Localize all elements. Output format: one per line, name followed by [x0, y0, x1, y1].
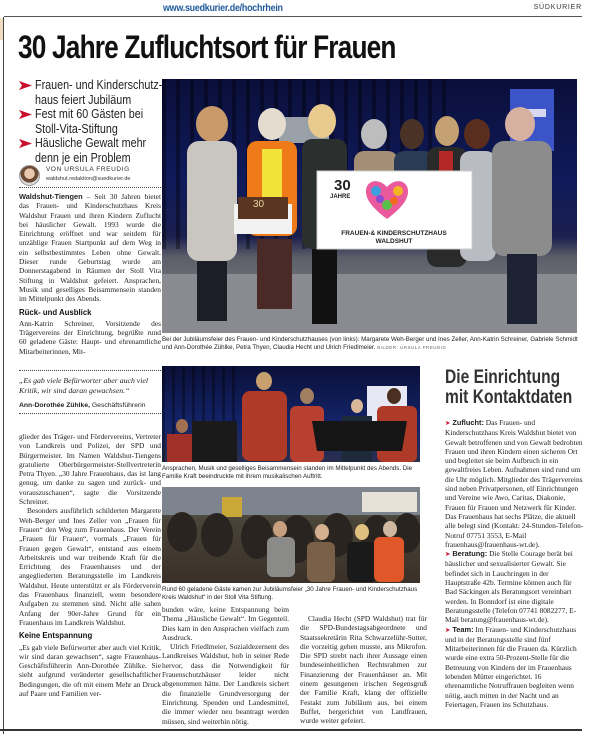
paragraph: Claudia Hecht (SPD Waldshut) trat für die SPD-Bundestagsabgeordnete und Staatssekretärin Rita Schwarzelühr-Sutter, die vorzeitig gehen musste, ans Mikrofon. Die SPD strebt nach ihrer Aussage einen bundeseinheitlichen Rechtsrahmen zur Finanzierung der Frauenhäuser an. Mit einem gesungenen irischen Segensgruß der Familie Kraft, klang der offizielle Festakt zum Jubiläum aus, bei einem Buffet, hergerichtet von Landfrauen, wurde weiter gefeiert. [300, 614, 427, 726]
music-photo-illustration [162, 366, 420, 462]
section-url-link[interactable]: www.suedkurier.de/hochrhein [163, 2, 283, 14]
banner-number: 30 [334, 177, 351, 194]
summary-bullet: Frauen- und Kinderschutz-haus feiert Jubiläum [19, 78, 161, 107]
author-byline [19, 164, 161, 188]
main-photo-caption: Bei der Jubiläumsfeier des Frauen- und Kinderschutzhauses (von links): Margarete Weh-Berger und Ines Zeller, Ann-Katrin Schreiner, Gabriele Schmidt und Ann-Dorothée Zühlke, Petra Thyen, Claudia Hecht und Ulrich Friedlmeier. BILDER: URSULA FREUDIG [162, 336, 578, 351]
subheading-rueck-ausblick: Rück- und Ausblick [19, 307, 92, 317]
banner-line-2: WALDSHUT [375, 238, 413, 245]
paragraph: glieder des Träger- und Fördervereins, Vertreter von Landkreis und Polizei, der SPD und Bürgermeister. Im Namen Waldshut-Tiengens gratulierte Oberbürgermeister-Stellvertreterin Petra Thyen. „30 Jahre Frauenhaus, das ist lang genug, um danke zu sagen und zurück- und vorauszuschauen“, sagte die Vorsitzende Schreiner. [19, 432, 161, 507]
article-column-1-top [19, 192, 161, 356]
photo-credit: BILDER: URSULA FREUDIG [377, 345, 447, 350]
banner-jahre: JAHRE [330, 194, 351, 200]
author-email[interactable]: waldshut.redaktion@suedkurier.de [46, 176, 131, 182]
article-column-2 [162, 605, 289, 726]
red-arrow-icon [19, 139, 32, 148]
quote-attribution: Ann-Dorothée Zühlke, Geschäftsführerin [19, 402, 146, 410]
paragraph: bunden wäre, keine Entspannung beim Thema „Häusliche Gewalt“. Im Gegenteil. Dies kam in den Ansprachen vielfach zum Ausdruck. [162, 605, 289, 642]
paragraph: „Es gab viele Befürworter aber auch viel Kritik, wir sind daran gewachsen“, sagte Frauenhaus-Geschäftsführerin Ann-Dorothée Zühlke. Sie sieht aufgrund veränderter gesellschaftlicher Bedingungen, die oft mit einem Mehr an Druck auf Paare und Familien ver- [19, 642, 162, 699]
red-arrow-icon: ➤ [445, 625, 451, 634]
article-column-3 [300, 614, 427, 726]
infobox-content [445, 418, 585, 709]
newspaper-brand: SÜDKURIER [533, 4, 582, 11]
page-header [4, 0, 582, 17]
dateline: Waldshut-Tiengen [19, 192, 83, 201]
summary-bullet: Häusliche Gewalt mehr denn je ein Problem [19, 136, 161, 165]
red-arrow-icon [19, 110, 32, 119]
infobox-item-team: ➤ Team: Im Frauen- und Kinderschutzhaus und in der Beratungsstelle sind fünf Mitarbeiterinnen für die Frauen da. Kürzlich wurde eine extra 50-Prozent-Stelle für die Betreuung von Kindern der im Frauenhaus lebenden Mütter eingerichtet. 16 ehrenamtliche Notruffrauen begleiten wenn nötig, auch mitten in der Nacht und an Feiertagen, Frauen ins Schutzhaus. [445, 624, 577, 709]
music-photo-caption: Ansprachen, Musik und geselliges Beisammensein standen im Mittelpunkt des Abends. Die Familie Kraft beeindruckte mit ihrem musikalischen Auftritt. [162, 465, 413, 480]
paragraph: Ulrich Friedlmeier, Sozialdezernent des Landkreises Waldshut, hob in seiner Rede hervor, dass die Notwendigkeit für Frauenschutzhäuser leider nicht abgenommen hätte. Der Landkreis sichert die finanzielle Grundversorgung der Einrichtung. Spenden und Landesmittel, die immer wieder neu beantragt werden müssen, sind weiterhin nötig. [162, 642, 289, 726]
infobox-title: Die Einrichtung mit Kontaktdaten [445, 367, 573, 408]
audience-photo-illustration [162, 487, 420, 583]
audience-photo-caption: Rund 60 geladene Gäste kamen zur Jubiläumsfeier „30 Jahre Frauen- und Kinderschutzhaus Kreis Waldshut“ in der Stoll Vita Stiftung. [162, 586, 418, 601]
banner-line-1: FRAUEN-& KINDERSCHUTZHAUS [341, 230, 447, 237]
music-performance-photo [162, 366, 420, 462]
quote-text: „Es gab viele Befürworter aber auch viel Kritik, wir sind daran gewachsen.“ [19, 376, 149, 395]
paragraph: Besonders ausführlich schilderten Margarete Weh-Berger und Ines Zeller von „Frauen für Frauen“ den Weg zum Frauenhaus. Der Verein „Frauen für Frauen“, vormals „Frauen für Frauen gegen Gewalt“, entstand aus einem Arbeitskreis und war treibende Kraft für die Errichtung des Frauenhauses und der angegliederten Beratungsstelle im Landkreis Waldshut. Heute unterstützt er als Förderverein das Frauenhaus finanziell, wenn besondere Aufgaben zu stemmen sind. Nicht alle sahen Anfang der 90er-Jahre Grund für ein Frauenhaus im Landkreis Waldshut. [19, 506, 161, 627]
article-headline: 30 Jahre Zufluchtsort für Frauen [18, 29, 396, 65]
summary-bullet: Fest mit 60 Gästen bei Stoll-Vita-Stiftung [19, 107, 161, 136]
main-group-photo [162, 79, 577, 333]
audience-photo [162, 487, 420, 583]
infobox-item-beratung: ➤ Beratung: Die Stelle Courage berät bei häuslicher und sexualisierter Gewalt. Sie befindet sich in Lauchringen in der Hauptstraße 42b. Termine können auch für Bad Säckingen als Beratungsort vereinbart werden. In Bonndorf ist eine digitale Beratungsstelle (Telefon 07741 8082277, E-Mail beratung@frauenhaus-wt.de). [445, 549, 577, 625]
red-arrow-icon [19, 81, 32, 90]
subheading-keine-entspannung: Keine Entspannung [19, 631, 93, 641]
red-arrow-icon: ➤ [445, 419, 451, 427]
pull-quote [19, 370, 161, 414]
red-arrow-icon: ➤ [445, 550, 451, 559]
page-bottom-rule [0, 729, 582, 731]
section1-text: Ann-Katrin Schreiner, Vorsitzende des Trägervereins der Einrichtung, begrüßte rund 60 geladene Gäste: Haupt- und ehrenamtliche Mitarbeiterinnen, Mit- [19, 318, 161, 356]
summary-bullets [19, 78, 161, 165]
infobox-item-zuflucht: ➤ Zuflucht: Das Frauen- und Kinderschutzhaus Kreis Waldshut bietet von Gewalt betroffenen und von Gewalt bedrohten Frauen und ihren Kindern einen sicheren Ort und begleitet sie beim Aufbruch in ein gewaltfreies Leben. Aufnahmen sind rund um die Uhr möglich. Mitglieder des Trägervereins sind neben Privatpersonen, elf Einrichtungen und Vereine wie Awo, Caritas, Diakonie, Frauen für Frauen und Netzwerk für Kinder. Das Frauenhaus hat sechs Plätze, die aktuell alle belegt sind (Kontakt: 24-Stunden-Telefon-Notruf 07751 3553, E-Mail frauenhaus@frauenhaus-wt.de). [445, 418, 584, 549]
intro-text: – Seit 30 Jahren bietet das Frauen- und Kinderschutzhaus Kreis Waldshut Frauen und ihren Kindern Zuflucht bei häuslicher Gewalt. 1993 wurde die Einrichtung eröffnet und war seitdem für unzählige Frauen Startpunkt auf dem Weg in ein selbstbestimmtes Leben ohne Gewalt. Dieser runde Geburtstag wurde am Donnerstagabend in Räumen der Stoll Vita Stiftung in Waldshut gefeiert. Ansprachen, Musik und geselliges Beisammensein standen im Mittelpunkt des Abends. [19, 192, 161, 304]
cake-number: 30 [253, 199, 265, 210]
group-photo-illustration [162, 79, 577, 333]
author-avatar [19, 165, 40, 186]
article-column-1-bottom [19, 432, 161, 698]
page-left-border [3, 17, 4, 734]
author-name: VON URSULA FREUDIG [46, 166, 130, 173]
